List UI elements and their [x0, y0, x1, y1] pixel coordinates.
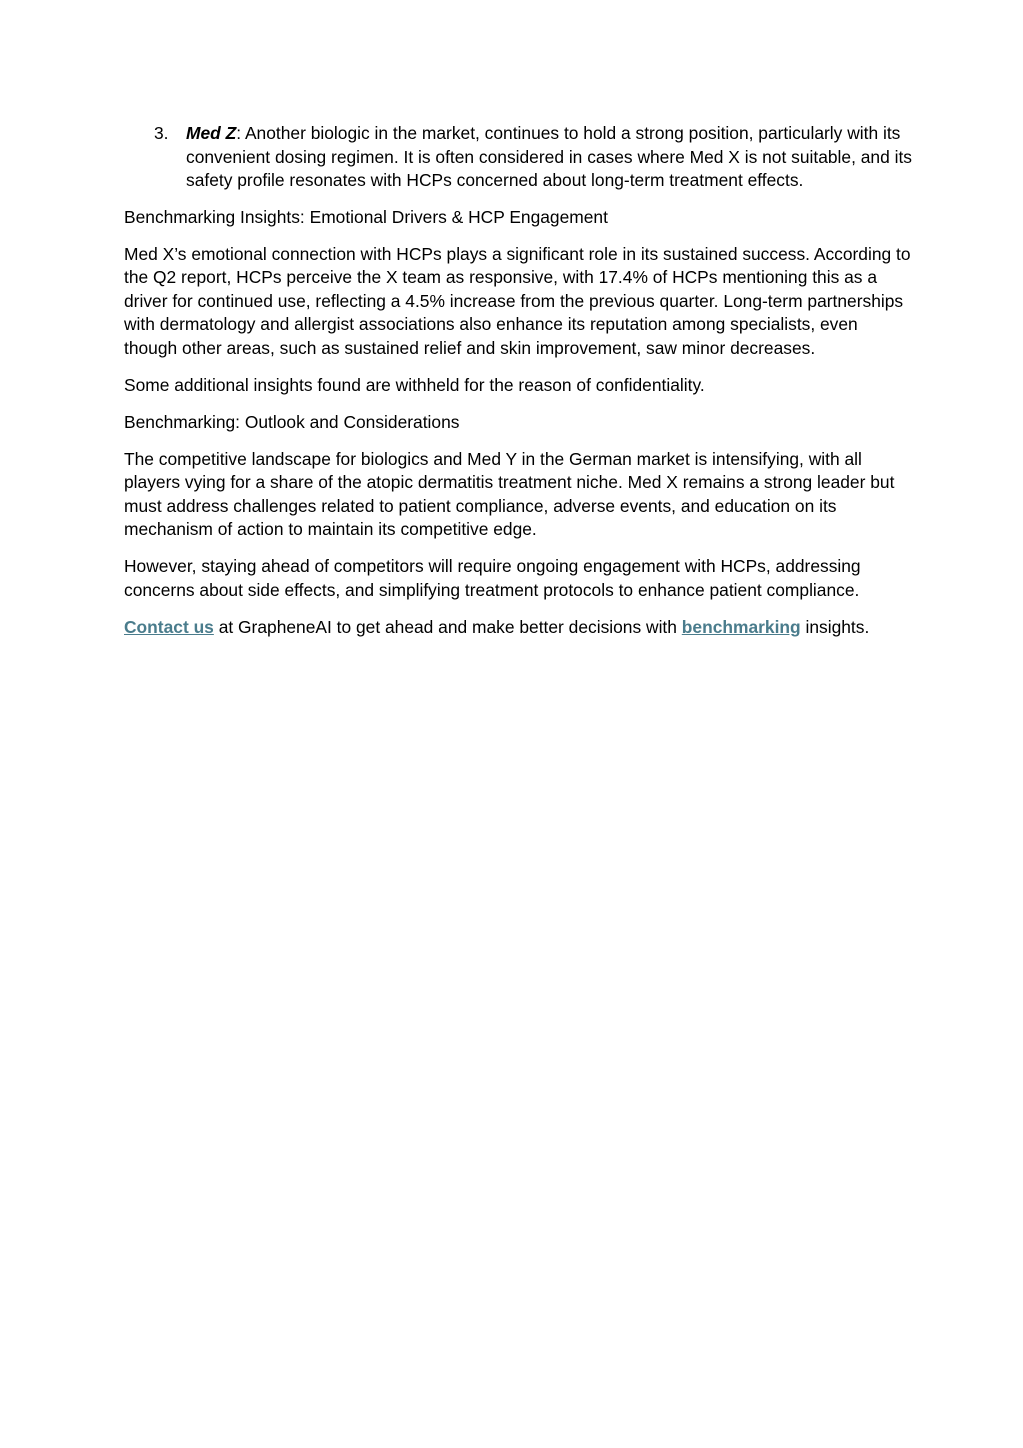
paragraph-emotional-connection: Med X’s emotional connection with HCPs plays a significant role in its sustained success. According to the Q2 report, HCPs perceive the X team as responsive, with 17.4% of HCPs mentioning this as a driver for continued use, reflecting a 4.5% increase from the previous quarter. Long-term partnerships with dermatology and allergist associations also enhance its reputation among specialists, even though other areas, such as sustained relief and skin improvement, saw minor decreases. — [124, 243, 911, 358]
benchmarking-link[interactable]: benchmarking — [681, 616, 801, 637]
list-item-title: Med Z — [186, 123, 237, 143]
paragraph-staying-ahead: However, staying ahead of competitors will require ongoing engagement with HCPs, addressing concerns about side effects, and simplifying treatment protocols to enhance patient compliance. — [124, 556, 861, 600]
heading-outlook: Benchmarking: Outlook and Considerations — [124, 411, 460, 432]
cta-end-text: insights. — [800, 616, 870, 637]
document-page — [124, 122, 914, 653]
contact-us-link[interactable]: Contact us — [124, 616, 214, 637]
paragraph-confidentiality: Some additional insights found are withheld for the reason of confidentiality. — [124, 374, 705, 395]
paragraph-call-to-action — [124, 616, 914, 640]
list-number: 3. — [154, 123, 169, 143]
paragraph-competitive-landscape: The competitive landscape for biologics and Med Y in the German market is intensifying, with all players vying for a share of the atopic dermatitis treatment niche. Med X remains a strong leader but must address challenges related to patient compliance, adverse events, and education on its mechanism of action to maintain its competitive edge. — [124, 448, 895, 539]
cta-middle-text: at GrapheneAI to get ahead and make better decisions with — [213, 616, 682, 637]
list-item-med-z — [124, 122, 914, 193]
list-item-text: : Another biologic in the market, continues to hold a strong position, particularly with its convenient dosing regimen. It is often considered in cases where Med X is not suitable, and its safety profile resonates with HCPs concerned about long-term treatment effects. — [186, 123, 912, 190]
heading-emotional-drivers: Benchmarking Insights: Emotional Drivers & HCP Engagement — [124, 206, 608, 227]
